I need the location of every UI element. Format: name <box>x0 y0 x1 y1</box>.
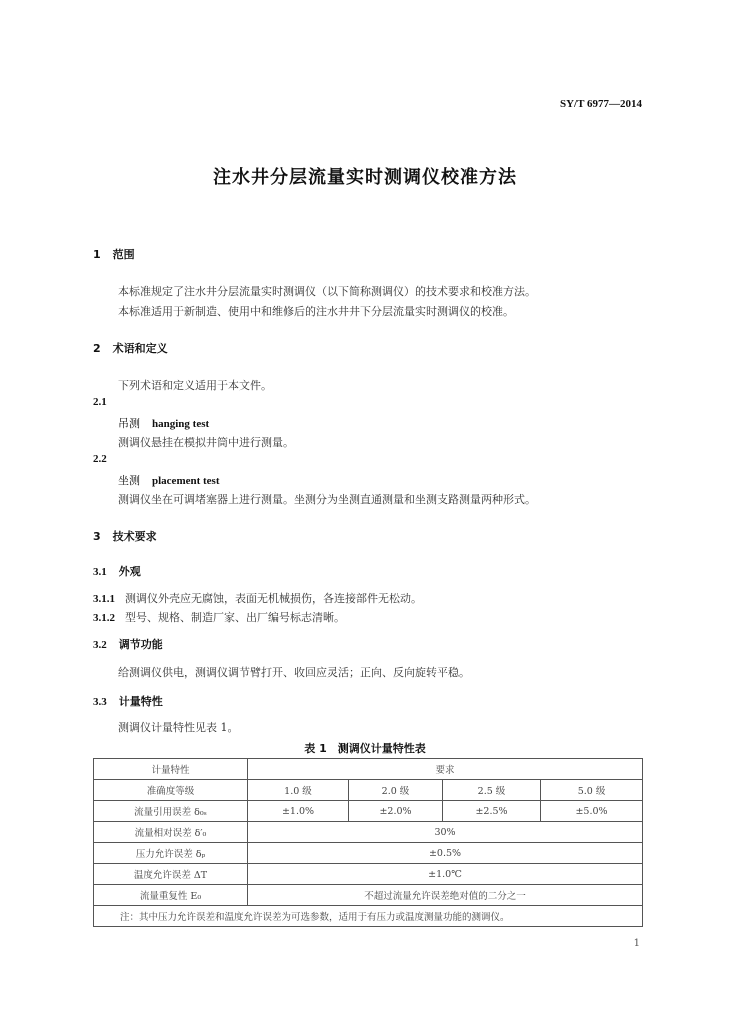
table-cell: ±0.5% <box>248 843 643 864</box>
paragraph: 本标准规定了注水井分层流量实时测调仪（以下简称测调仪）的技术要求和校准方法。 <box>118 285 536 298</box>
clause-text: 型号、规格、制造厂家、出厂编号标志清晰。 <box>125 611 345 624</box>
subsection-title: 调节功能 <box>118 638 163 651</box>
metrology-spec-table <box>93 758 643 927</box>
term-definition: 测调仪悬挂在模拟井筒中进行测量。 <box>118 436 294 449</box>
clause-3-1-1 <box>93 590 422 606</box>
section-2-heading <box>93 340 168 356</box>
section-1-heading <box>93 246 135 262</box>
table-row <box>94 801 643 822</box>
table-row <box>94 864 643 885</box>
table-row <box>94 906 643 927</box>
table-row <box>94 885 643 906</box>
term-en: hanging test <box>152 418 210 430</box>
section-title: 术语和定义 <box>112 342 168 355</box>
table-cell: 流量引用误差 δ₀ₛ <box>94 801 248 822</box>
subsection-number: 3.3 <box>93 696 107 708</box>
table-cell: 5.0 级 <box>541 780 643 801</box>
table-cell: 2.0 级 <box>349 780 443 801</box>
table-note: 注：其中压力允许误差和温度允许误差为可选参数，适用于有压力或温度测量功能的测调仪。 <box>94 906 643 927</box>
table-cell: 准确度等级 <box>94 780 248 801</box>
table-header-cell: 要求 <box>248 759 643 780</box>
document-title: 注水井分层流量实时测调仪校准方法 <box>213 167 517 188</box>
section-number: 1 <box>93 248 101 261</box>
term-en: placement test <box>152 475 220 487</box>
section-number: 3 <box>93 530 101 543</box>
subsection-number: 3.1 <box>93 566 107 578</box>
term-definition: 测调仪坐在可调堵塞器上进行测量。坐测分为坐测直通测量和坐测支路测量两种形式。 <box>118 493 536 506</box>
table-cell: 1.0 级 <box>248 780 349 801</box>
paragraph: 测调仪计量特性见表 1。 <box>118 721 239 734</box>
table-row <box>94 843 643 864</box>
term-number: 2.2 <box>93 453 107 465</box>
clause-number: 3.1.2 <box>93 612 115 624</box>
subsection-3-1-heading <box>93 563 141 579</box>
table-caption: 表 1 测调仪计量特性表 <box>304 742 426 755</box>
table-cell: 30% <box>248 822 643 843</box>
table-cell: 温度允许误差 ΔT <box>94 864 248 885</box>
table-cell: ±1.0℃ <box>248 864 643 885</box>
section-title: 技术要求 <box>112 530 157 543</box>
standard-number: SY/T 6977—2014 <box>559 98 642 110</box>
table-cell: ±5.0% <box>541 801 643 822</box>
paragraph: 本标准适用于新制造、使用中和维修后的注水井井下分层流量实时测调仪的校准。 <box>118 305 514 318</box>
section-title: 范围 <box>112 248 135 261</box>
clause-number: 3.1.1 <box>93 593 115 605</box>
subsection-3-2-heading <box>93 636 163 652</box>
paragraph: 给测调仪供电，测调仪调节臂打开、收回应灵活；正向、反向旋转平稳。 <box>118 666 470 679</box>
paragraph: 下列术语和定义适用于本文件。 <box>118 379 272 392</box>
term-title <box>118 415 209 431</box>
page-number: 1 <box>633 938 640 949</box>
subsection-number: 3.2 <box>93 639 107 651</box>
table-cell: ±1.0% <box>248 801 349 822</box>
term-zh: 吊测 <box>118 417 140 430</box>
term-zh: 坐测 <box>118 474 140 487</box>
table-cell: ±2.5% <box>443 801 541 822</box>
section-3-heading <box>93 528 157 544</box>
table-cell: ±2.0% <box>349 801 443 822</box>
table-header-cell: 计量特性 <box>94 759 248 780</box>
clause-text: 测调仪外壳应无腐蚀，表面无机械损伤，各连接部件无松动。 <box>125 592 422 605</box>
term-title <box>118 472 220 488</box>
table-cell: 流量重复性 E₀ <box>94 885 248 906</box>
table-row <box>94 822 643 843</box>
section-number: 2 <box>93 342 101 355</box>
table-row <box>94 759 643 780</box>
table-cell: 2.5 级 <box>443 780 541 801</box>
table-cell: 不超过流量允许误差绝对值的二分之一 <box>248 885 643 906</box>
subsection-title: 外观 <box>118 565 141 578</box>
table-row <box>94 780 643 801</box>
subsection-3-3-heading <box>93 693 163 709</box>
term-number: 2.1 <box>93 396 107 408</box>
subsection-title: 计量特性 <box>118 695 163 708</box>
table-cell: 流量相对误差 δ′₀ <box>94 822 248 843</box>
table-cell: 压力允许误差 δₚ <box>94 843 248 864</box>
clause-3-1-2 <box>93 609 345 625</box>
